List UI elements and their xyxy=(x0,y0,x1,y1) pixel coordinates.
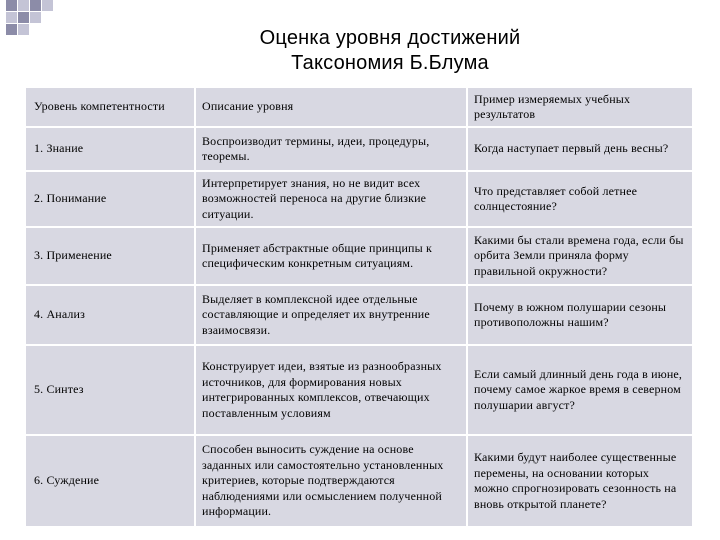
description-cell: Способен выносить суждение на основе заданных или самостоятельно установленных критериев, которые подтверждаются наблюдениями или осмыслением полученной информации. xyxy=(195,435,467,527)
title-line-2: Таксономия Б.Блума xyxy=(291,52,489,74)
table-row xyxy=(25,171,693,227)
level-cell: 6. Суждение xyxy=(25,435,195,527)
table-row xyxy=(25,435,693,527)
description-cell: Выделяет в комплексной идее отдельные составляющие и определяет их внутренние взаимосвязи. xyxy=(195,285,467,345)
bloom-taxonomy-table xyxy=(24,86,694,528)
table-row xyxy=(25,127,693,171)
level-cell: 2. Понимание xyxy=(25,171,195,227)
title-line-1: Оценка уровня достижений xyxy=(259,27,521,49)
description-cell: Применяет абстрактные общие принципы к специфическим конкретным ситуациям. xyxy=(195,227,467,285)
example-cell: Когда наступает первый день весны? xyxy=(467,127,693,171)
table-row xyxy=(25,227,693,285)
example-cell: Почему в южном полушарии сезоны противоположны нашим? xyxy=(467,285,693,345)
example-cell: Если самый длинный день года в июне, почему самое жаркое время в северном полушарии август? xyxy=(467,345,693,435)
description-cell: Интерпретирует знания, но не видит всех возможностей переноса на другие близкие ситуации. xyxy=(195,171,467,227)
table-row xyxy=(25,345,693,435)
level-cell: 3. Применение xyxy=(25,227,195,285)
table-row xyxy=(25,285,693,345)
level-cell: 1. Знание xyxy=(25,127,195,171)
description-cell: Конструирует идеи, взятые из разнообразных источников, для формирования новых интегрированных комплексов, отвечающих поставленным условиям xyxy=(195,345,467,435)
slide-title xyxy=(140,26,640,76)
example-cell: Что представляет собой летнее солнцестояние? xyxy=(467,171,693,227)
level-cell: 4. Анализ xyxy=(25,285,195,345)
decorative-squares xyxy=(6,0,66,40)
level-cell: 5. Синтез xyxy=(25,345,195,435)
table-header-row xyxy=(25,87,693,127)
header-example-results: Пример измеряемых учебных результатов xyxy=(467,87,693,127)
header-competence-level: Уровень компетентности xyxy=(25,87,195,127)
header-level-description: Описание уровня xyxy=(195,87,467,127)
description-cell: Воспроизводит термины, идеи, процедуры, теоремы. xyxy=(195,127,467,171)
example-cell: Какими будут наиболее существенные перемены, на основании которых можно спрогнозировать сезонность на вновь открытой планете? xyxy=(467,435,693,527)
example-cell: Какими бы стали времена года, если бы орбита Земли приняла форму правильной окружности? xyxy=(467,227,693,285)
